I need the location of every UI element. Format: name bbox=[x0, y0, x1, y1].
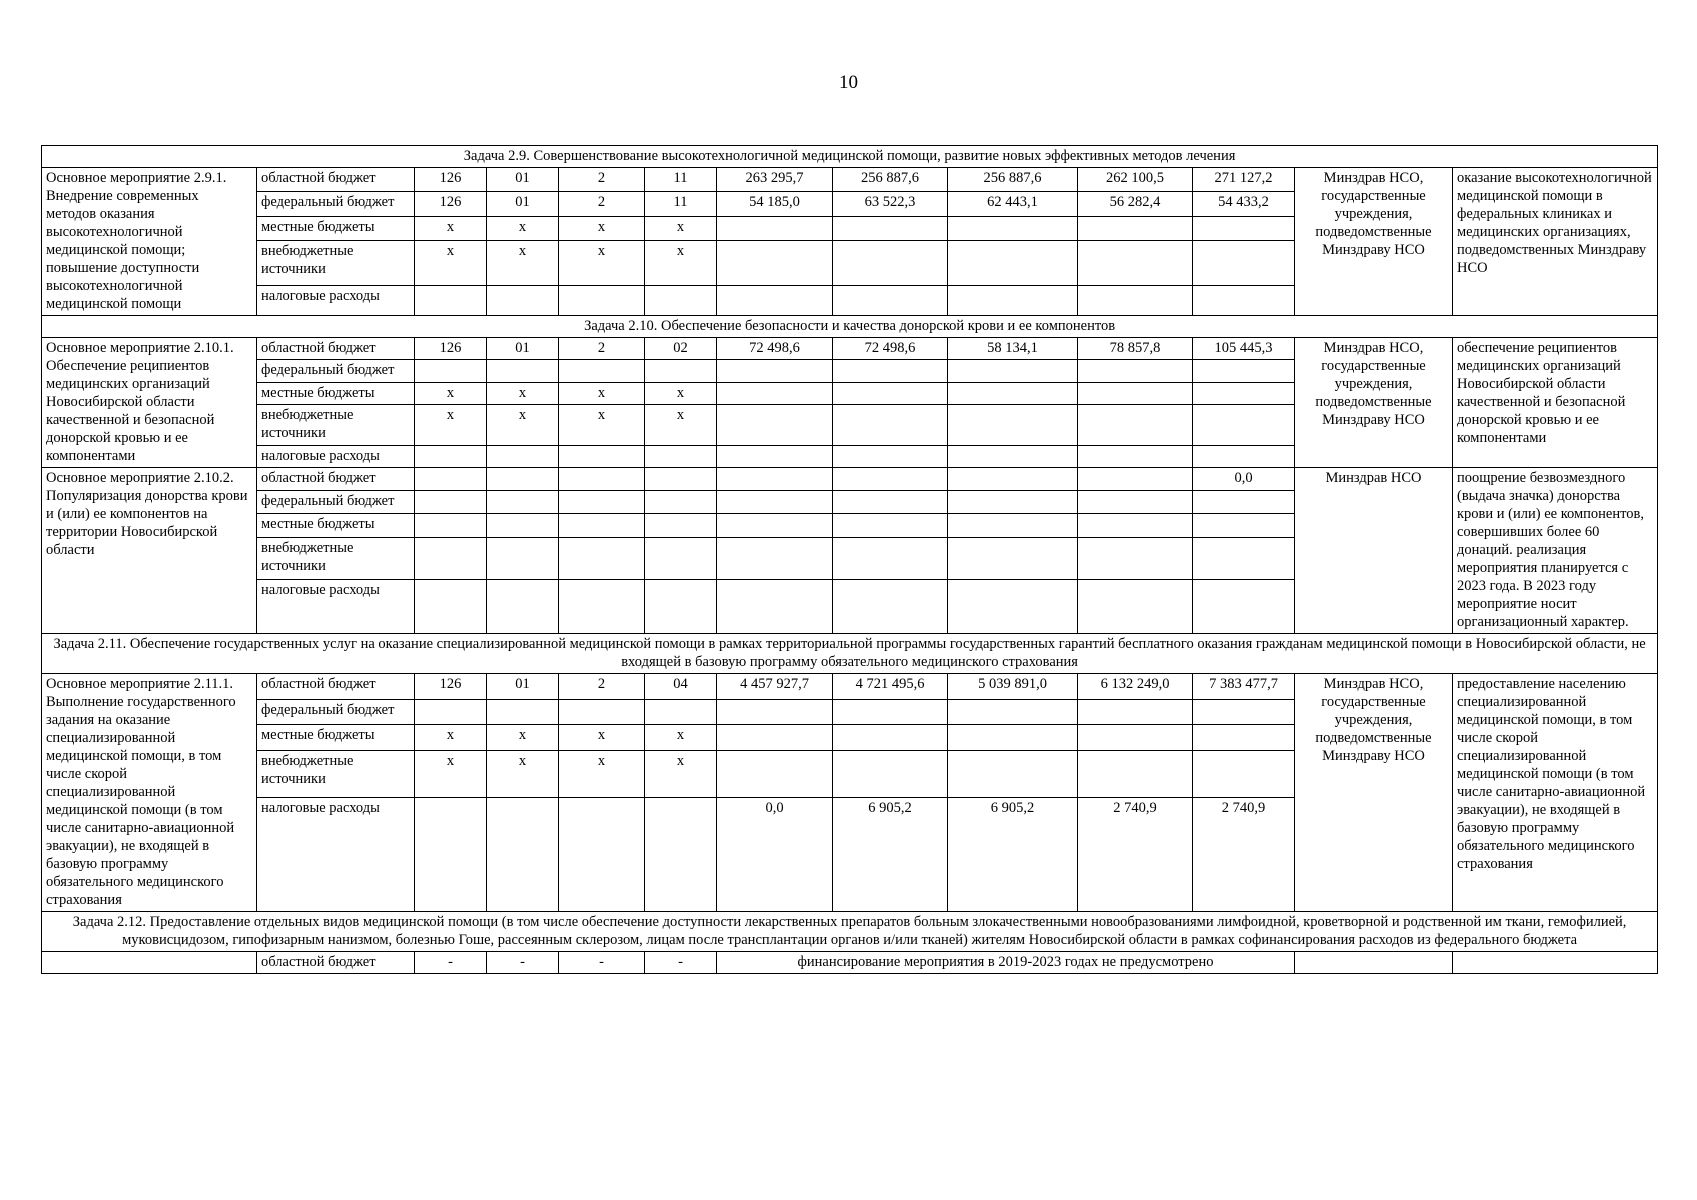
value-2020: 4 721 495,6 bbox=[833, 674, 948, 700]
table-row bbox=[42, 168, 1658, 192]
task-2-9-title: Задача 2.9. Совершенствование высокотехнологичной медицинской помощи, развитие новых эффективных методов лечения bbox=[42, 146, 1658, 168]
code-grbs: х bbox=[415, 216, 487, 240]
task-2-11-title: Задача 2.11. Обеспечение государственных услуг на оказание специализированной медицинской помощи в рамках территориальной программы государственных гарантий бесплатного оказания гражданам медицинской помощи в Новосибирской области, не входящей в базовую программу обязательного медицинского страхования bbox=[42, 634, 1658, 674]
source-oblast: областной бюджет bbox=[257, 468, 415, 491]
code-om: х bbox=[645, 216, 717, 240]
source-oblast: областной бюджет bbox=[257, 168, 415, 192]
source-oblast: областной бюджет bbox=[257, 674, 415, 700]
value-2020: 256 887,6 bbox=[833, 168, 948, 192]
value-2019: 4 457 927,7 bbox=[717, 674, 833, 700]
value-2021: 256 887,6 bbox=[948, 168, 1078, 192]
task-2-9-row bbox=[42, 146, 1658, 168]
code-pgp: х bbox=[559, 725, 645, 751]
table-row bbox=[42, 468, 1658, 491]
tax-2023: 2 740,9 bbox=[1193, 798, 1295, 912]
code-grbs: 126 bbox=[415, 674, 487, 700]
measure-name-empty bbox=[42, 952, 257, 974]
value-2019: 72 498,6 bbox=[717, 338, 833, 360]
tax-2020: 6 905,2 bbox=[833, 798, 948, 912]
value-2022: 56 282,4 bbox=[1078, 192, 1193, 216]
source-federal: федеральный бюджет bbox=[257, 360, 415, 382]
expected-result: поощрение безвозмездного (выдача значка) донорства крови и (или) ее компонентов, совершивших более 60 донаций. реализация мероприятия планируется с 2023 года. В 2023 году мероприятие носит организационный характер. bbox=[1453, 468, 1658, 634]
code-grbs: 126 bbox=[415, 338, 487, 360]
code-pgp: 2 bbox=[559, 168, 645, 192]
code-grbs: х bbox=[415, 241, 487, 286]
source-local: местные бюджеты bbox=[257, 216, 415, 240]
value-2023: 0,0 bbox=[1193, 468, 1295, 491]
table-row bbox=[42, 952, 1658, 974]
source-local: местные бюджеты bbox=[257, 725, 415, 751]
code-pgp: х bbox=[559, 216, 645, 240]
code-pgp: х bbox=[559, 751, 645, 798]
task-2-10-title: Задача 2.10. Обеспечение безопасности и качества донорской крови и ее компонентов bbox=[42, 316, 1658, 338]
tax-2022: 2 740,9 bbox=[1078, 798, 1193, 912]
source-federal: федеральный бюджет bbox=[257, 491, 415, 514]
value-2023: 271 127,2 bbox=[1193, 168, 1295, 192]
task-2-11-row bbox=[42, 634, 1658, 674]
code-grbs: х bbox=[415, 382, 487, 404]
code-gp: 01 bbox=[487, 674, 559, 700]
funding-note: финансирование мероприятия в 2019-2023 годах не предусмотрено bbox=[717, 952, 1295, 974]
code-gp: х bbox=[487, 382, 559, 404]
code-om: 02 bbox=[645, 338, 717, 360]
task-2-12-title: Задача 2.12. Предоставление отдельных видов медицинской помощи (в том числе обеспечение доступности лекарственных препаратов больным злокачественными новообразованиями лимфоидной, кроветворной и родственной им ткани, гемофилией, муковисцидозом, гипофизарным нанизмом, болезнью Гоше, рассеянным склерозом, лицам после трансплантации органов и/или тканей) жителям Новосибирской области в рамках софинансирования расходов из федерального бюджета bbox=[42, 912, 1658, 952]
code-grbs: х bbox=[415, 751, 487, 798]
source-local: местные бюджеты bbox=[257, 382, 415, 404]
code-grbs: 126 bbox=[415, 192, 487, 216]
code-grbs: 126 bbox=[415, 168, 487, 192]
measure-2-10-2-name: Основное мероприятие 2.10.2. Популяризация донорства крови и (или) ее компонентов на территории Новосибирской области bbox=[42, 468, 257, 634]
code-gp: 01 bbox=[487, 338, 559, 360]
value-2022: 6 132 249,0 bbox=[1078, 674, 1193, 700]
code-gp: - bbox=[487, 952, 559, 974]
measure-2-10-1-name: Основное мероприятие 2.10.1. Обеспечение реципиентов медицинских организаций Новосибирской области качественной и безопасной донорской кровью и ее компонентами bbox=[42, 338, 257, 468]
measure-2-9-1-name: Основное мероприятие 2.9.1. Внедрение современных методов оказания высокотехнологичной медицинской помощи; повышение доступности высокотехнологичной медицинской помощи bbox=[42, 168, 257, 316]
value-2019: 263 295,7 bbox=[717, 168, 833, 192]
code-pgp: х bbox=[559, 405, 645, 446]
task-2-10-row bbox=[42, 316, 1658, 338]
source-tax: налоговые расходы bbox=[257, 445, 415, 467]
table-row bbox=[42, 674, 1658, 700]
code-om: х bbox=[645, 405, 717, 446]
code-pgp: - bbox=[559, 952, 645, 974]
code-om: 04 bbox=[645, 674, 717, 700]
code-om: 11 bbox=[645, 168, 717, 192]
code-gp: х bbox=[487, 241, 559, 286]
source-oblast: областной бюджет bbox=[257, 952, 415, 974]
executor bbox=[1295, 952, 1453, 974]
code-grbs: х bbox=[415, 725, 487, 751]
expected-result: оказание высокотехнологичной медицинской помощи в федеральных клиниках и медицинских организациях, подведомственных Минздраву НСО bbox=[1453, 168, 1658, 316]
tax-2019: 0,0 bbox=[717, 798, 833, 912]
value-2020: 63 522,3 bbox=[833, 192, 948, 216]
page-number: 10 bbox=[839, 72, 858, 93]
code-pgp: х bbox=[559, 382, 645, 404]
table-row bbox=[42, 338, 1658, 360]
program-table bbox=[41, 145, 1658, 974]
source-tax: налоговые расходы bbox=[257, 798, 415, 912]
code-om: х bbox=[645, 382, 717, 404]
source-extra: внебюджетные источники bbox=[257, 751, 415, 798]
executor: Минздрав НСО, государственные учреждения, подведомственные Минздраву НСО bbox=[1295, 168, 1453, 316]
tax-2021: 6 905,2 bbox=[948, 798, 1078, 912]
code-gp: х bbox=[487, 216, 559, 240]
source-local: местные бюджеты bbox=[257, 514, 415, 537]
value-2019: 54 185,0 bbox=[717, 192, 833, 216]
code-grbs: х bbox=[415, 405, 487, 446]
source-extra: внебюджетные источники bbox=[257, 241, 415, 286]
source-federal: федеральный бюджет bbox=[257, 192, 415, 216]
code-pgp: 2 bbox=[559, 674, 645, 700]
value-2022: 78 857,8 bbox=[1078, 338, 1193, 360]
code-gp: х bbox=[487, 725, 559, 751]
source-tax: налоговые расходы bbox=[257, 286, 415, 316]
code-om: х bbox=[645, 725, 717, 751]
value-2023: 105 445,3 bbox=[1193, 338, 1295, 360]
source-tax: налоговые расходы bbox=[257, 580, 415, 634]
expected-result: обеспечение реципиентов медицинских организаций Новосибирской области качественной и безопасной донорской кровью и ее компонентами bbox=[1453, 338, 1658, 468]
code-pgp: 2 bbox=[559, 192, 645, 216]
code-gp: 01 bbox=[487, 168, 559, 192]
executor: Минздрав НСО bbox=[1295, 468, 1453, 634]
code-gp: х bbox=[487, 751, 559, 798]
value-2021: 58 134,1 bbox=[948, 338, 1078, 360]
code-pgp: х bbox=[559, 241, 645, 286]
value-2020: 72 498,6 bbox=[833, 338, 948, 360]
measure-2-11-1-name: Основное мероприятие 2.11.1. Выполнение государственного задания на оказание специализированной медицинской помощи, в том числе скорой специализированной медицинской помощи (в том числе санитарно-авиационной эвакуации), не входящей в базовую программу обязательного медицинского страхования bbox=[42, 674, 257, 912]
source-extra: внебюджетные источники bbox=[257, 405, 415, 446]
value-2021: 5 039 891,0 bbox=[948, 674, 1078, 700]
code-pgp: 2 bbox=[559, 338, 645, 360]
code-om: х bbox=[645, 751, 717, 798]
value-2021: 62 443,1 bbox=[948, 192, 1078, 216]
task-2-12-row bbox=[42, 912, 1658, 952]
executor: Минздрав НСО, государственные учреждения, подведомственные Минздраву НСО bbox=[1295, 338, 1453, 468]
executor: Минздрав НСО, государственные учреждения, подведомственные Минздраву НСО bbox=[1295, 674, 1453, 912]
source-extra: внебюджетные источники bbox=[257, 537, 415, 579]
source-oblast: областной бюджет bbox=[257, 338, 415, 360]
source-federal: федеральный бюджет bbox=[257, 699, 415, 725]
expected-result: предоставление населению специализированной медицинской помощи, в том числе скорой специализированной медицинской помощи (в том числе санитарно-авиационной эвакуации), не входящей в базовую программу обязательного медицинского страхования bbox=[1453, 674, 1658, 912]
expected-result bbox=[1453, 952, 1658, 974]
code-grbs: - bbox=[415, 952, 487, 974]
code-gp: 01 bbox=[487, 192, 559, 216]
code-om: - bbox=[645, 952, 717, 974]
value-2023: 54 433,2 bbox=[1193, 192, 1295, 216]
value-2022: 262 100,5 bbox=[1078, 168, 1193, 192]
value-2023: 7 383 477,7 bbox=[1193, 674, 1295, 700]
code-om: х bbox=[645, 241, 717, 286]
code-gp: х bbox=[487, 405, 559, 446]
code-om: 11 bbox=[645, 192, 717, 216]
